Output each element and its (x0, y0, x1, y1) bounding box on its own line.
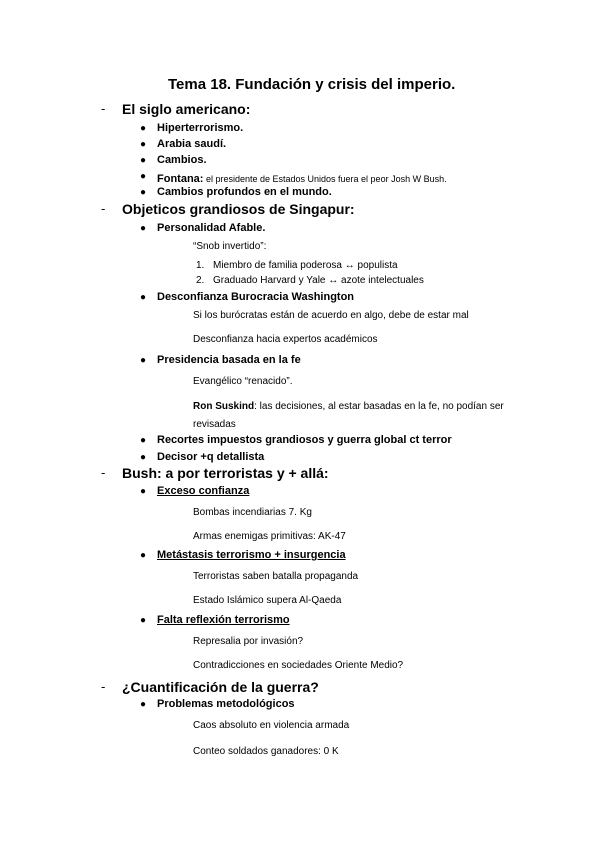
sub-item: Terroristas saben batalla propaganda (193, 571, 359, 582)
section-heading-cuantificacion: ¿Cuantificación de la guerra? (122, 679, 319, 695)
dash-bullet: - (101, 679, 106, 694)
list-item: Presidencia basada en la fe (157, 354, 301, 366)
list-item-fontana (157, 169, 447, 187)
sub-item: Conteo soldados ganadores: 0 K (193, 746, 339, 757)
sub-item: Armas enemigas primitivas: AK-47 (193, 531, 346, 542)
dot-bullet: ● (140, 123, 147, 134)
dot-bullet: ● (140, 699, 147, 710)
section-heading-bush: Bush: a por terroristas y + allá: (122, 465, 329, 481)
section-heading-siglo: El siglo americano: (122, 101, 251, 117)
dot-bullet: ● (140, 486, 147, 497)
number-bullet: 2. (196, 275, 205, 286)
sub-item-continuation: revisadas (193, 419, 236, 430)
section-heading-objeticos: Objeticos grandiosos de Singapur: (122, 201, 355, 217)
numbered-item: Graduado Harvard y Yale ↔ azote intelectuales (213, 275, 424, 286)
list-item: Problemas metodológicos (157, 698, 295, 710)
sub-item: Bombas incendiarias 7. Kg (193, 507, 312, 518)
sub-item: Contradicciones en sociedades Oriente Medio? (193, 660, 404, 671)
list-item: Exceso confianza (157, 485, 250, 497)
dash-bullet: - (101, 465, 106, 480)
fontana-text: el presidente de Estados Unidos fuera el peor Josh W Bush. (203, 174, 447, 184)
sub-item: Represalia por invasión? (193, 636, 304, 647)
number-bullet: 1. (196, 260, 205, 271)
list-item: Falta reflexión terrorismo (157, 614, 290, 626)
sub-item: “Snob invertido”: (193, 241, 267, 252)
list-item: Arabia saudí. (157, 138, 227, 150)
sub-item: Desconfianza hacia expertos académicos (193, 334, 378, 345)
list-item: Decisor +q detallista (157, 451, 265, 463)
dot-bullet: ● (140, 292, 147, 303)
list-item: Cambios. (157, 154, 207, 166)
sub-item-suskind (193, 401, 504, 412)
list-item: Metástasis terrorismo + insurgencia (157, 549, 346, 561)
suskind-text: : las decisiones, al estar basadas en la fe, no podían ser (254, 401, 504, 412)
dot-bullet: ● (140, 452, 147, 463)
dot-bullet: ● (140, 223, 147, 234)
dash-bullet: - (101, 201, 106, 216)
dot-bullet: ● (140, 171, 147, 182)
list-item: Cambios profundos en el mundo. (157, 186, 332, 198)
dot-bullet: ● (140, 187, 147, 198)
dot-bullet: ● (140, 615, 147, 626)
dot-bullet: ● (140, 155, 147, 166)
sub-item: Estado Islámico supera Al-Qaeda (193, 595, 342, 606)
sub-item: Si los burócratas están de acuerdo en algo, debe de estar mal (193, 310, 469, 321)
list-item: Hiperterrorismo. (157, 122, 244, 134)
dot-bullet: ● (140, 435, 147, 446)
suskind-label: Ron Suskind (193, 401, 255, 412)
page-title: Tema 18. Fundación y crisis del imperio. (168, 76, 456, 93)
fontana-label: Fontana: (157, 173, 204, 185)
list-item: Personalidad Afable. (157, 222, 266, 234)
dash-bullet: - (101, 101, 106, 116)
list-item: Desconfianza Burocracia Washington (157, 291, 355, 303)
dot-bullet: ● (140, 139, 147, 150)
dot-bullet: ● (140, 355, 147, 366)
sub-item: Evangélico “renacido”. (193, 376, 293, 387)
numbered-item: Miembro de familia poderosa ↔ populista (213, 260, 398, 271)
list-item: Recortes impuestos grandiosos y guerra global ct terror (157, 434, 452, 446)
dot-bullet: ● (140, 550, 147, 561)
sub-item: Caos absoluto en violencia armada (193, 720, 350, 731)
